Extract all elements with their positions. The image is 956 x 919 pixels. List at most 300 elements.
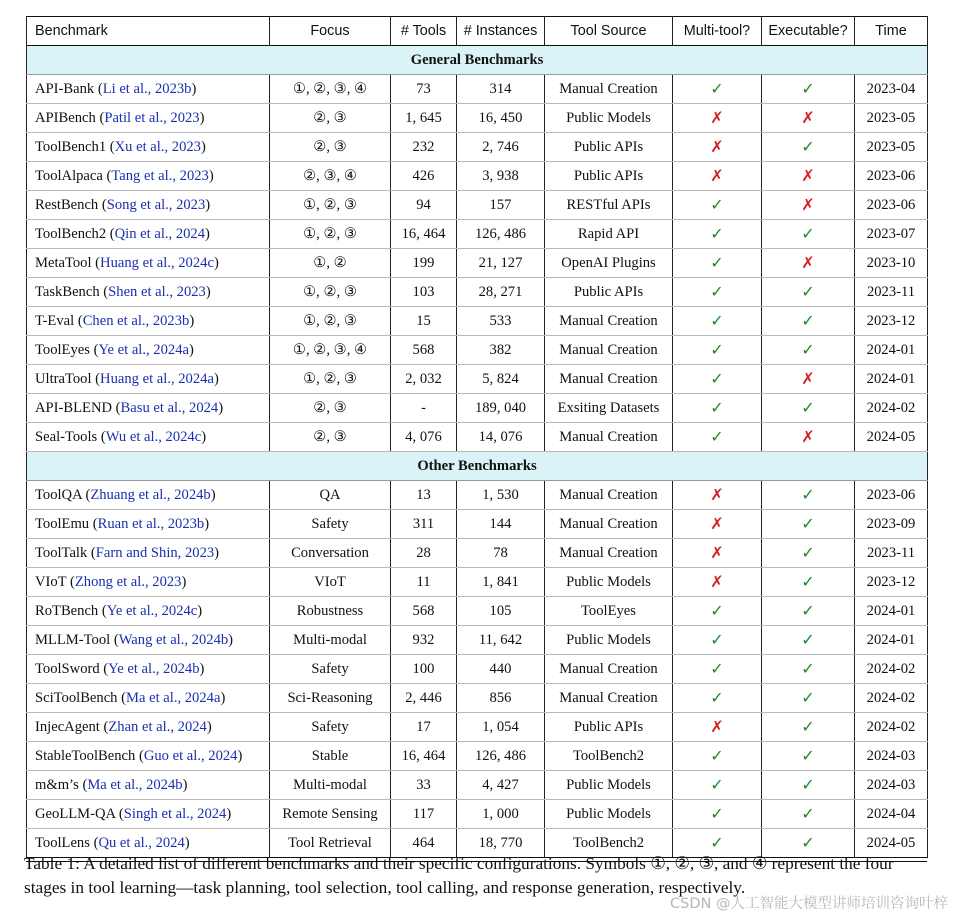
time-cell: 2023-10: [855, 249, 928, 278]
cross-icon: ✗: [801, 168, 815, 185]
tools-cell: 464: [391, 829, 457, 858]
check-icon: ✓: [801, 313, 815, 330]
instances-cell: 1, 841: [457, 568, 545, 597]
table-row: [27, 626, 928, 655]
time-cell: 2023-06: [855, 162, 928, 191]
check-icon: ✓: [710, 429, 724, 446]
instances-cell: 5, 824: [457, 365, 545, 394]
benchmark-name: API-Bank: [35, 80, 95, 97]
benchmark-name: ToolQA: [35, 486, 82, 503]
table-row: [27, 655, 928, 684]
benchmark-cell: ToolTalk (Farn and Shin, 2023): [27, 539, 270, 568]
tools-cell: 932: [391, 626, 457, 655]
table-row: [27, 800, 928, 829]
instances-cell: 3, 938: [457, 162, 545, 191]
tool-source-cell: Public Models: [545, 626, 673, 655]
benchmark-cell: RoTBench (Ye et al., 2024c): [27, 597, 270, 626]
executable-cell: [762, 655, 855, 684]
instances-cell: 1, 530: [457, 481, 545, 510]
benchmark-name: SciToolBench: [35, 689, 118, 706]
table-row: [27, 539, 928, 568]
multi-tool-cell: [673, 162, 762, 191]
instances-cell: 14, 076: [457, 423, 545, 452]
multi-tool-cell: [673, 278, 762, 307]
executable-cell: [762, 800, 855, 829]
focus-cell: ①, ②, ③: [270, 365, 391, 394]
benchmark-name: APIBench: [35, 109, 96, 126]
instances-cell: 2, 746: [457, 133, 545, 162]
tools-cell: 4, 076: [391, 423, 457, 452]
instances-cell: 856: [457, 684, 545, 713]
instances-cell: 4, 427: [457, 771, 545, 800]
tools-cell: 232: [391, 133, 457, 162]
tool-source-cell: OpenAI Plugins: [545, 249, 673, 278]
instances-cell: 11, 642: [457, 626, 545, 655]
time-cell: 2023-11: [855, 539, 928, 568]
tools-cell: 13: [391, 481, 457, 510]
tool-source-cell: ToolBench2: [545, 829, 673, 858]
citation-link[interactable]: Ma et al., 2024b: [87, 776, 183, 793]
time-cell: 2023-12: [855, 307, 928, 336]
instances-cell: 126, 486: [457, 742, 545, 771]
table-row: [27, 713, 928, 742]
citation-link[interactable]: Basu et al., 2024: [120, 399, 219, 416]
check-icon: ✓: [801, 719, 815, 736]
benchmark-cell: SciToolBench (Ma et al., 2024a): [27, 684, 270, 713]
citation-link[interactable]: Qu et al., 2024: [98, 834, 185, 851]
benchmark-name: MLLM-Tool: [35, 631, 111, 648]
tools-cell: 15: [391, 307, 457, 336]
tools-cell: 2, 032: [391, 365, 457, 394]
time-cell: 2024-02: [855, 394, 928, 423]
focus-cell: ②, ③, ④: [270, 162, 391, 191]
benchmark-cell: ToolBench2 (Qin et al., 2024): [27, 220, 270, 249]
instances-cell: 18, 770: [457, 829, 545, 858]
time-cell: 2024-04: [855, 800, 928, 829]
focus-cell: Safety: [270, 510, 391, 539]
executable-cell: [762, 771, 855, 800]
benchmark-cell: ToolBench1 (Xu et al., 2023): [27, 133, 270, 162]
focus-cell: ①, ②, ③: [270, 278, 391, 307]
benchmark-cell: API-BLEND (Basu et al., 2024): [27, 394, 270, 423]
table-row: [27, 771, 928, 800]
header-benchmark: Benchmark: [27, 17, 270, 46]
tool-source-cell: Manual Creation: [545, 510, 673, 539]
executable-cell: [762, 742, 855, 771]
check-icon: ✓: [710, 197, 724, 214]
tool-source-cell: Manual Creation: [545, 684, 673, 713]
cross-icon: ✗: [801, 110, 815, 127]
multi-tool-cell: [673, 191, 762, 220]
multi-tool-cell: [673, 220, 762, 249]
tool-source-cell: Public Models: [545, 568, 673, 597]
benchmark-name: VIoT: [35, 573, 67, 590]
focus-cell: Remote Sensing: [270, 800, 391, 829]
check-icon: ✓: [801, 284, 815, 301]
benchmark-name: Seal-Tools: [35, 428, 98, 445]
benchmark-cell: APIBench (Patil et al., 2023): [27, 104, 270, 133]
tool-source-cell: Public Models: [545, 771, 673, 800]
benchmark-name: GeoLLM-QA: [35, 805, 116, 822]
check-icon: ✓: [801, 487, 815, 504]
tool-source-cell: Rapid API: [545, 220, 673, 249]
benchmark-cell: ToolAlpaca (Tang et al., 2023): [27, 162, 270, 191]
tools-cell: 199: [391, 249, 457, 278]
benchmark-cell: UltraTool (Huang et al., 2024a): [27, 365, 270, 394]
section-title: Other Benchmarks: [27, 452, 928, 481]
focus-cell: Stable: [270, 742, 391, 771]
instances-cell: 157: [457, 191, 545, 220]
focus-cell: Robustness: [270, 597, 391, 626]
executable-cell: [762, 220, 855, 249]
citation-link[interactable]: Ruan et al., 2023b: [97, 515, 205, 532]
table-row: [27, 220, 928, 249]
benchmark-cell: MetaTool (Huang et al., 2024c): [27, 249, 270, 278]
tool-source-cell: Manual Creation: [545, 423, 673, 452]
tool-source-cell: Public APIs: [545, 162, 673, 191]
focus-cell: ①, ②, ③: [270, 220, 391, 249]
focus-cell: ②, ③: [270, 133, 391, 162]
cross-icon: ✗: [801, 371, 815, 388]
tool-source-cell: ToolBench2: [545, 742, 673, 771]
tool-source-cell: Manual Creation: [545, 75, 673, 104]
citation-link[interactable]: Ye et al., 2024a: [98, 341, 189, 358]
instances-cell: 16, 450: [457, 104, 545, 133]
header-instances: # Instances: [457, 17, 545, 46]
header-multi-tool: Multi-tool?: [673, 17, 762, 46]
multi-tool-cell: [673, 742, 762, 771]
citation-link[interactable]: Farn and Shin, 2023: [95, 544, 215, 561]
benchmark-name: UltraTool: [35, 370, 92, 387]
citation-link[interactable]: Zhong et al., 2023: [74, 573, 182, 590]
check-icon: ✓: [801, 545, 815, 562]
focus-cell: Sci-Reasoning: [270, 684, 391, 713]
table-row: [27, 191, 928, 220]
benchmark-table-container: [26, 16, 927, 858]
instances-cell: 78: [457, 539, 545, 568]
check-icon: ✓: [710, 806, 724, 823]
time-cell: 2024-05: [855, 829, 928, 858]
benchmark-cell: TaskBench (Shen et al., 2023): [27, 278, 270, 307]
focus-cell: Tool Retrieval: [270, 829, 391, 858]
check-icon: ✓: [710, 661, 724, 678]
time-cell: 2024-02: [855, 655, 928, 684]
benchmark-cell: ToolQA (Zhuang et al., 2024b): [27, 481, 270, 510]
benchmark-name: API-BLEND: [35, 399, 113, 416]
tool-source-cell: Public APIs: [545, 133, 673, 162]
focus-cell: ①, ②: [270, 249, 391, 278]
benchmark-name: ToolBench2: [35, 225, 107, 242]
benchmark-cell: m&m’s (Ma et al., 2024b): [27, 771, 270, 800]
tools-cell: 94: [391, 191, 457, 220]
check-icon: ✓: [710, 835, 724, 852]
benchmark-cell: VIoT (Zhong et al., 2023): [27, 568, 270, 597]
instances-cell: 1, 000: [457, 800, 545, 829]
tool-source-cell: Public APIs: [545, 713, 673, 742]
citation-link[interactable]: Zhuang et al., 2024b: [90, 486, 211, 503]
citation-link[interactable]: Tang et al., 2023: [111, 167, 209, 184]
multi-tool-cell: [673, 365, 762, 394]
table-row: [27, 133, 928, 162]
benchmark-name: ToolBench1: [35, 138, 107, 155]
check-icon: ✓: [801, 806, 815, 823]
table-row: [27, 597, 928, 626]
multi-tool-cell: [673, 394, 762, 423]
benchmark-name: InjecAgent: [35, 718, 100, 735]
check-icon: ✓: [710, 284, 724, 301]
table-row: [27, 742, 928, 771]
instances-cell: 126, 486: [457, 220, 545, 249]
time-cell: 2023-11: [855, 278, 928, 307]
table-row: [27, 510, 928, 539]
cross-icon: ✗: [710, 574, 724, 591]
executable-cell: [762, 510, 855, 539]
check-icon: ✓: [801, 574, 815, 591]
check-icon: ✓: [801, 632, 815, 649]
benchmark-name: ToolEyes: [35, 341, 90, 358]
citation-link[interactable]: Ye et al., 2024b: [108, 660, 200, 677]
citation-link[interactable]: Song et al., 2023: [106, 196, 206, 213]
tools-cell: 568: [391, 597, 457, 626]
benchmark-table: [26, 16, 928, 858]
citation-link[interactable]: Huang et al., 2024c: [100, 254, 214, 271]
time-cell: 2024-01: [855, 336, 928, 365]
tools-cell: 73: [391, 75, 457, 104]
benchmark-cell: ToolEmu (Ruan et al., 2023b): [27, 510, 270, 539]
benchmark-cell: T-Eval (Chen et al., 2023b): [27, 307, 270, 336]
multi-tool-cell: [673, 684, 762, 713]
check-icon: ✓: [710, 603, 724, 620]
instances-cell: 21, 127: [457, 249, 545, 278]
check-icon: ✓: [801, 516, 815, 533]
executable-cell: [762, 307, 855, 336]
benchmark-name: ToolTalk: [35, 544, 88, 561]
executable-cell: [762, 191, 855, 220]
cross-icon: ✗: [710, 110, 724, 127]
citation-link[interactable]: Zhan et al., 2024: [108, 718, 207, 735]
tool-source-cell: Public Models: [545, 104, 673, 133]
check-icon: ✓: [801, 777, 815, 794]
citation-link[interactable]: Ma et al., 2024a: [126, 689, 221, 706]
tool-source-cell: RESTful APIs: [545, 191, 673, 220]
instances-cell: 440: [457, 655, 545, 684]
multi-tool-cell: [673, 249, 762, 278]
multi-tool-cell: [673, 75, 762, 104]
benchmark-cell: MLLM-Tool (Wang et al., 2024b): [27, 626, 270, 655]
tools-cell: -: [391, 394, 457, 423]
check-icon: ✓: [710, 400, 724, 417]
benchmark-name: ToolSword: [35, 660, 100, 677]
section-row: [27, 46, 928, 75]
time-cell: 2024-02: [855, 713, 928, 742]
table-row: [27, 568, 928, 597]
check-icon: ✓: [710, 632, 724, 649]
instances-cell: 28, 271: [457, 278, 545, 307]
tools-cell: 11: [391, 568, 457, 597]
tools-cell: 1, 645: [391, 104, 457, 133]
section-row: [27, 452, 928, 481]
multi-tool-cell: [673, 539, 762, 568]
executable-cell: [762, 75, 855, 104]
multi-tool-cell: [673, 568, 762, 597]
check-icon: ✓: [710, 371, 724, 388]
multi-tool-cell: [673, 104, 762, 133]
check-icon: ✓: [801, 661, 815, 678]
focus-cell: ①, ②, ③: [270, 307, 391, 336]
instances-cell: 533: [457, 307, 545, 336]
benchmark-cell: InjecAgent (Zhan et al., 2024): [27, 713, 270, 742]
tool-source-cell: Manual Creation: [545, 481, 673, 510]
tool-source-cell: Manual Creation: [545, 539, 673, 568]
time-cell: 2023-09: [855, 510, 928, 539]
citation-link[interactable]: Guo et al., 2024: [143, 747, 238, 764]
instances-cell: 1, 054: [457, 713, 545, 742]
citation-link[interactable]: Wu et al., 2024c: [105, 428, 202, 445]
check-icon: ✓: [801, 835, 815, 852]
citation-link[interactable]: Wang et al., 2024b: [118, 631, 229, 648]
table-row: [27, 365, 928, 394]
header-row: [27, 17, 928, 46]
focus-cell: Conversation: [270, 539, 391, 568]
check-icon: ✓: [710, 748, 724, 765]
check-icon: ✓: [710, 342, 724, 359]
citation-link[interactable]: Singh et al., 2024: [123, 805, 227, 822]
focus-cell: Safety: [270, 713, 391, 742]
multi-tool-cell: [673, 307, 762, 336]
cross-icon: ✗: [710, 719, 724, 736]
time-cell: 2023-06: [855, 481, 928, 510]
time-cell: 2024-01: [855, 365, 928, 394]
executable-cell: [762, 684, 855, 713]
check-icon: ✓: [710, 81, 724, 98]
time-cell: 2023-12: [855, 568, 928, 597]
executable-cell: [762, 278, 855, 307]
executable-cell: [762, 539, 855, 568]
check-icon: ✓: [801, 139, 815, 156]
citation-link[interactable]: Ye et al., 2024c: [106, 602, 198, 619]
citation-link[interactable]: Chen et al., 2023b: [82, 312, 190, 329]
tool-source-cell: Public APIs: [545, 278, 673, 307]
focus-cell: Multi-modal: [270, 771, 391, 800]
table-row: [27, 75, 928, 104]
header-executable: Executable?: [762, 17, 855, 46]
benchmark-cell: StableToolBench (Guo et al., 2024): [27, 742, 270, 771]
header-tools: # Tools: [391, 17, 457, 46]
table-row: [27, 336, 928, 365]
benchmark-cell: RestBench (Song et al., 2023): [27, 191, 270, 220]
section-title: General Benchmarks: [27, 46, 928, 75]
benchmark-cell: GeoLLM-QA (Singh et al., 2024): [27, 800, 270, 829]
benchmark-name: m&m’s: [35, 776, 79, 793]
multi-tool-cell: [673, 133, 762, 162]
benchmark-name: TaskBench: [35, 283, 100, 300]
tools-cell: 103: [391, 278, 457, 307]
tools-cell: 17: [391, 713, 457, 742]
focus-cell: VIoT: [270, 568, 391, 597]
benchmark-cell: ToolEyes (Ye et al., 2024a): [27, 336, 270, 365]
tools-cell: 28: [391, 539, 457, 568]
benchmark-cell: ToolLens (Qu et al., 2024): [27, 829, 270, 858]
focus-cell: ②, ③: [270, 394, 391, 423]
citation-link[interactable]: Huang et al., 2024a: [100, 370, 214, 387]
tool-source-cell: Manual Creation: [545, 307, 673, 336]
cross-icon: ✗: [801, 255, 815, 272]
check-icon: ✓: [710, 226, 724, 243]
multi-tool-cell: [673, 481, 762, 510]
focus-cell: ②, ③: [270, 423, 391, 452]
time-cell: 2024-03: [855, 742, 928, 771]
benchmark-name: RoTBench: [35, 602, 99, 619]
tools-cell: 568: [391, 336, 457, 365]
table-row: [27, 423, 928, 452]
multi-tool-cell: [673, 336, 762, 365]
tool-source-cell: Manual Creation: [545, 336, 673, 365]
check-icon: ✓: [801, 603, 815, 620]
tools-cell: 16, 464: [391, 220, 457, 249]
benchmark-cell: API-Bank (Li et al., 2023b): [27, 75, 270, 104]
check-icon: ✓: [710, 255, 724, 272]
executable-cell: [762, 336, 855, 365]
instances-cell: 189, 040: [457, 394, 545, 423]
focus-cell: ①, ②, ③, ④: [270, 75, 391, 104]
check-icon: ✓: [710, 777, 724, 794]
check-icon: ✓: [801, 400, 815, 417]
check-icon: ✓: [801, 690, 815, 707]
time-cell: 2024-01: [855, 626, 928, 655]
multi-tool-cell: [673, 423, 762, 452]
executable-cell: [762, 481, 855, 510]
table-row: [27, 104, 928, 133]
citation-link[interactable]: Shen et al., 2023: [108, 283, 206, 300]
multi-tool-cell: [673, 713, 762, 742]
check-icon: ✓: [710, 690, 724, 707]
table-row: [27, 394, 928, 423]
executable-cell: [762, 104, 855, 133]
executable-cell: [762, 626, 855, 655]
citation-link[interactable]: Xu et al., 2023: [114, 138, 201, 155]
focus-cell: ②, ③: [270, 104, 391, 133]
tool-source-cell: Manual Creation: [545, 365, 673, 394]
check-icon: ✓: [801, 226, 815, 243]
instances-cell: 105: [457, 597, 545, 626]
citation-link[interactable]: Li et al., 2023b: [102, 80, 192, 97]
instances-cell: 314: [457, 75, 545, 104]
time-cell: 2023-05: [855, 104, 928, 133]
table-row: [27, 481, 928, 510]
table-row: [27, 307, 928, 336]
tools-cell: 2, 446: [391, 684, 457, 713]
citation-link[interactable]: Qin et al., 2024: [114, 225, 206, 242]
time-cell: 2024-05: [855, 423, 928, 452]
table-row: [27, 684, 928, 713]
cross-icon: ✗: [710, 487, 724, 504]
executable-cell: [762, 133, 855, 162]
executable-cell: [762, 568, 855, 597]
tools-cell: 311: [391, 510, 457, 539]
multi-tool-cell: [673, 771, 762, 800]
executable-cell: [762, 597, 855, 626]
citation-link[interactable]: Patil et al., 2023: [104, 109, 200, 126]
executable-cell: [762, 394, 855, 423]
benchmark-name: ToolEmu: [35, 515, 90, 532]
header-time: Time: [855, 17, 928, 46]
tools-cell: 117: [391, 800, 457, 829]
executable-cell: [762, 162, 855, 191]
tools-cell: 33: [391, 771, 457, 800]
tool-source-cell: Exsiting Datasets: [545, 394, 673, 423]
benchmark-name: ToolLens: [35, 834, 90, 851]
multi-tool-cell: [673, 626, 762, 655]
